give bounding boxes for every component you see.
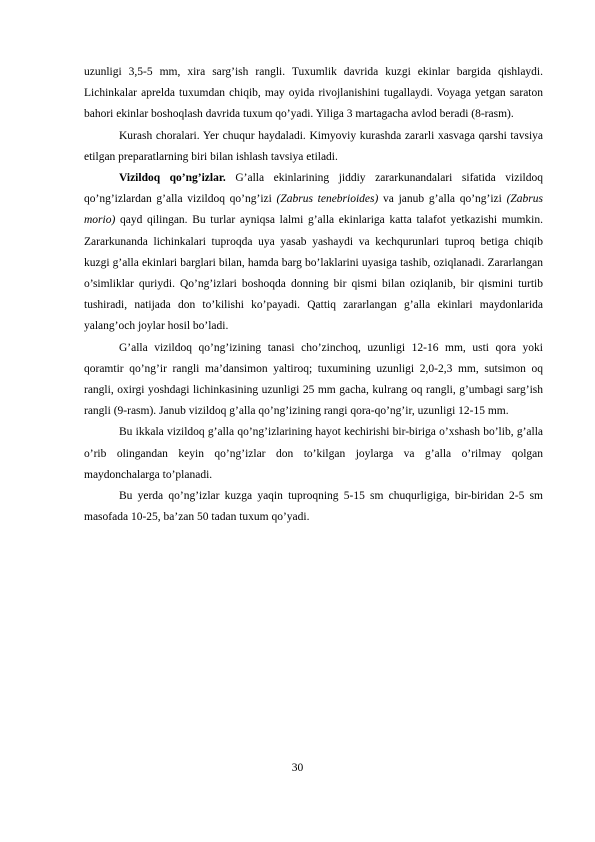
paragraph-3-text-c: qayd qilingan. Bu turlar ayniqsa lalmi g’alla ekinlariga katta talafot yetkazishi mumkin. Zararkunanda lichinkalari tuproqda uya yasab yashaydi va kechqurunlari tuproq betiga chiqib kuzgi g’alla ekinlari barglari bilan, hamda barg bo’laklarini uyasiga tashib, oziqlanadi. Zararlangan o’simliklar quriydi. Qo’ng’izlari boshoqda donning bir qismi bilan oziqlanib, bir qismini turtib tushiradi, natijada don to’kilishi ko’payadi. Qattiq zararlangan g’alla ekinlari maydonlarida yalang’och joylar hosil bo’ladi. [84,214,543,333]
latin-name-1: (Zabrus tenebrioides) [276,193,379,206]
latin-name-2: (Zabrus morio) [84,193,543,227]
page-number: 30 [291,762,304,774]
paragraph-4: G’alla vizildoq qo’ng’izining tanasi cho’zinchoq, uzunligi 12-16 mm, usti qora yoki qoramtir qo’ng’ir rangli ma’dansimon yaltiroq; tuxumining uzunligi 2,0-2,3 mm, sutsimon oq rangli, oxirgi yoshdagi lichinkasining uzunligi 25 mm gacha, kulrang oq rangli, g’umbagi sarg’ish rangli (9-rasm). Janub vizildoq g’alla qo’ng’izining rangi qora-qo’ng’ir, uzunligi 12-15 mm. [84,341,543,418]
paragraph-3-text-b: va janub g’alla qo’ng’izi [378,193,507,206]
document-body [84,62,543,528]
paragraph-2: Kurash choralari. Yer chuqur haydaladi. Kimyoviy kurashda zararli xasvaga qarshi tavsiya etilgan preparatlarning biri bilan ishlash tavsiya etiladi. [84,129,543,163]
paragraph-6: Bu yerda qo’ng’izlar kuzga yaqin tuproqning 5-15 sm chuqurligiga, bir-biridan 2-5 sm masofada 10-25, ba’zan 50 tadan tuxum qo’yadi. [84,490,543,524]
paragraph-1: uzunligi 3,5-5 mm, xira sarg’ish rangli. Tuxumlik davrida kuzgi ekinlar bargida qishlaydi. Lichinkalar aprelda tuxumdan chiqib, may oyida rivojlanishini tugallaydi. Voyaga yetgan saraton bahori ekinlar boshoqlash davrida tuxum qo’yadi. Yiliga 3 martagacha avlod beradi (8-rasm). [84,66,543,121]
section-heading: Vizildoq qo’ng’izlar. [119,172,226,185]
paragraph-3 [84,168,543,338]
paragraph-5: Bu ikkala vizildoq g’alla qo’ng’izlarining hayot kechirishi bir-biriga o’xshash bo’lib, g’alla o’rib olingandan keyin qo’ng’izlar don to’kilgan joylarga va g’alla o’rilmay qolgan maydonchalarga to’planadi. [84,426,543,481]
paragraph-3-text-a: G’alla ekinlarining jiddiy zararkunandalari sifatida vizildoq qo’ng’izlardan g’alla vizildoq qo’ng’izi [84,172,543,206]
